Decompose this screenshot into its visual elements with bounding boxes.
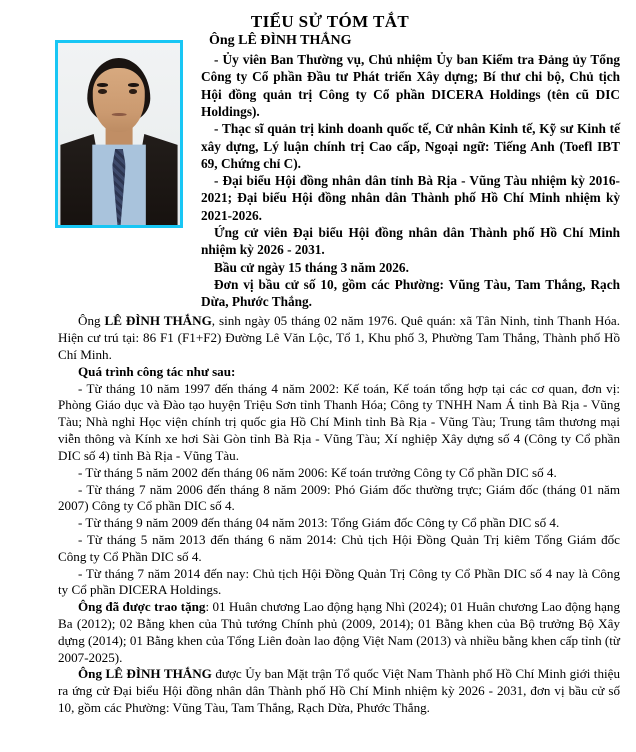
portrait-face	[93, 68, 145, 132]
portrait-eye-left	[98, 89, 107, 94]
nomination-name: Ông LÊ ĐÌNH THẮNG	[78, 666, 212, 682]
career-entry-4: - Từ tháng 9 năm 2009 đến tháng 04 năm 2013: Tổng Giám đốc Công ty Cổ phần DIC số 4.	[78, 515, 560, 531]
career-entry-3: - Từ tháng 7 năm 2006 đến tháng 8 năm 2009: Phó Giám đốc thường trực; Giám đốc (tháng 01 năm 2007) Công ty Cổ phần DIC số 4.	[58, 481, 620, 514]
intro-election-date: Bầu cử ngày 15 tháng 3 năm 2026.	[214, 259, 409, 275]
awards-paragraph	[58, 599, 620, 666]
page-title: TIỂU SỬ TÓM TẮT	[250, 12, 410, 31]
intro-candidacy: Ứng cử viên Đại biểu Hội đồng nhân dân Thành phố Hồ Chí Minh nhiệm kỳ 2026 - 2031.	[201, 225, 620, 258]
portrait-image	[58, 43, 180, 225]
career-entry-5: - Từ tháng 5 năm 2013 đến tháng 6 năm 2014: Chủ tịch Hội Đồng Quản Trị kiêm Tổng Giám đốc Công ty Cổ Phần DIC số 4.	[58, 531, 620, 564]
intro-constituency: Đơn vị bầu cử số 10, gồm các Phường: Vũng Tàu, Tam Thắng, Rạch Dừa, Phước Thắng.	[201, 276, 620, 310]
intro-block	[201, 32, 636, 310]
personal-details: , sinh ngày 05 tháng 02 năm 1976. Quê quán: xã Tân Ninh, tỉnh Thanh Hóa. Hiện cư trú tại: 86 F1 (F1+F2) Đường Lê Văn Lộc, Tổ 1, Khu phố 3, Phường Tam Thắng, Thành phố Hồ Chí Minh.	[58, 313, 621, 363]
career-entry-2: - Từ tháng 5 năm 2002 đến tháng 06 năm 2006: Kế toán trưởng Công ty Cổ phần DIC số 4.	[78, 464, 557, 480]
awards-label: Ông đã được trao tặng	[78, 599, 206, 615]
intro-delegate-history: - Đại biểu Hội đồng nhân dân tỉnh Bà Rịa - Vũng Tàu nhiệm kỳ 2016-2021; Đại biểu Hội đồng nhân dân Thành phố Hồ Chí Minh nhiệm kỳ 2021-2026.	[201, 173, 620, 223]
subject-name: Ông LÊ ĐÌNH THẮNG	[209, 33, 352, 48]
intro-position: - Ủy viên Ban Thường vụ, Chủ nhiệm Ủy ban Kiểm tra Đảng ủy Tổng Công ty Cổ phần Đầu tư Phát triển Xây dựng; Bí thư chi bộ, Chủ tịch Hội đồng quản trị Công ty Cổ phần DICERA Holdings (tên cũ DIC Holdings).	[201, 52, 620, 120]
body-block	[58, 313, 620, 717]
nomination-text: được Ủy ban Mặt trận Tổ quốc Việt Nam Thành phố Hồ Chí Minh giới thiệu ra ứng cử Đại biểu Hội đồng nhân dân Thành phố Hồ Chí Minh nhiệm kỳ 2026 - 2031, đơn vị bầu cử số 10, gồm các Phường: Vũng Tàu, Tam Thắng, Rạch Dừa, Phước Thắng.	[58, 666, 620, 716]
personal-paragraph	[58, 313, 620, 363]
personal-prefix: Ông	[78, 313, 105, 329]
nomination-paragraph	[58, 666, 620, 716]
portrait-photo	[55, 40, 185, 228]
portrait-frame	[55, 40, 183, 228]
portrait-eyebrow-left	[97, 83, 108, 86]
intro-education: - Thạc sĩ quản trị kinh doanh quốc tế, Cử nhân Kinh tế, Kỹ sư Kinh tế xây dựng, Lý luận chính trị Cao cấp, Ngoại ngữ: Tiếng Anh (Toefl IBT 69, Chứng chỉ C).	[201, 121, 620, 171]
career-entry-6: - Từ tháng 7 năm 2014 đến nay: Chủ tịch Hội Đồng Quản Trị Công ty Cổ Phần DIC số 4 nay là Công ty Cổ phần DICERA Holdings.	[58, 565, 620, 598]
awards-text: : 01 Huân chương Lao động hạng Nhì (2024); 01 Huân chương Lao động hạng Ba (2012); 02 Bằng khen của Thủ tướng Chính phủ (2009, 2014); 01 Bằng khen của Bộ trưởng Bộ Xây dựng (2014); 01 Bằng khen của Tổng Liên đoàn lao động Việt Nam (2013) và nhiều bằng khen cấp tỉnh (từ 2007-2025).	[58, 599, 621, 665]
career-entry-1: - Từ tháng 10 năm 1997 đến tháng 4 năm 2002: Kế toán, Kế toán tổng hợp tại các cơ quan, đơn vị: Phòng Giáo dục và Đào tạo huyện Triệu Sơn tỉnh Thanh Hóa; Công ty TNHH Nam Á tỉnh Bà Rịa - Vũng Tàu; Nhà nghỉ Học viện chính trị quốc gia Hồ Chí Minh tỉnh Bà Rịa - Vũng Tàu; Trung tâm thương mại viễn thông và Kính xe hơi Sài Gòn tỉnh Bà Rịa - Vũng Tàu; Xí nghiệp Xây dựng số 4 (Công ty Cổ phần DIC số 4) tỉnh Bà Rịa - Vũng Tàu.	[58, 380, 620, 463]
portrait-eyebrow-right	[128, 83, 139, 86]
career-heading: Quá trình công tác như sau:	[78, 363, 236, 379]
personal-name: LÊ ĐÌNH THẮNG	[104, 313, 212, 329]
